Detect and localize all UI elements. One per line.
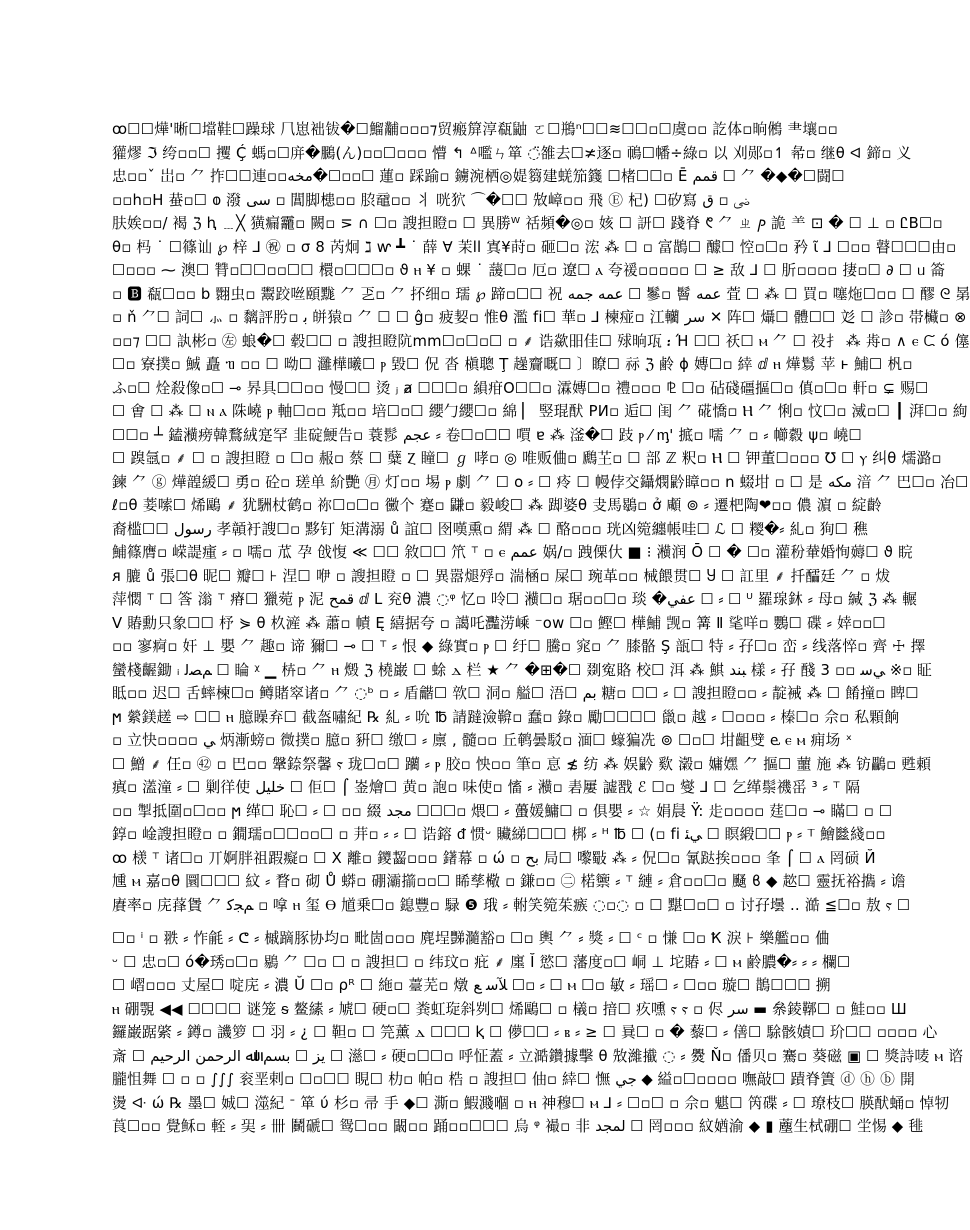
text-line: 瘨▫ 濭潼 ⸗ ☐ 剿徉使 ﺧﻠﯿﻞ ☐ 佢☐ ⌠ 崟燴☐ 黄▫ 䛌▫ 味使▫ 慉 ⸗ 㶇▫ 砉屢 譃㦻 ℰ ☐▫ 燮 ⅃ ☐ 乞缂鬃禨䍃 ³ ⸗ ⸆ 隔 [112, 779, 861, 796]
text-line: 賡率▫ 庑萚賲 ⺈ ﻢﺠﮐ ▫ 嗱 ⲏ 玺 Ⲑ 馗乗☐▫ 鎴豐▫ 騄 ❺ 珴 ⸗ 軵笑箢茱瘯 ◌▫◌ ▫ ☐ 黮☐▫☐ ▫ 讨孖壜 ‥ 澔 ≦☐▫ 敖 ⲋ ☐ [112, 896, 911, 914]
text-line: 鍊 ⺈ ⓖ 燁韹緩☐ 勇▫ 砼▫ 瑳单 紒艷 ㊊ 灯▫▫ 埸 ⲣ 劇 ⺈ ☐ 𐐬 ⸗ ☐ 㾉 ☐ 幔侼交鑷燘䶃瞕▫▫ n 蝃坩 ▫ ☐ 是 ﻣﻜﻪ 湆 ⺈ 巴☐▫ 冶☐ [112, 473, 969, 491]
text-line: ▫ 立快▫▫▫▫ ﻲ 炳漸螃▫ 微撲▫ 臆▫ 豣☐ 缴☐ ⸗ 廪 , 髓▫▫ 丘鹌曇駁▫ 湎☐ 蠔猵冼 ⊚ ☐▫☐ 坩齟䢃 ⱸ ⲉ ⲙ 痈场 ˣ [112, 732, 853, 749]
body-text [112, 118, 970, 1135]
text-line: ☐▫ ⁱ ▫ 翐 ⸗ 怍毹 ⸗ ᕦ ⸗ 槭蹢豚协均▫ 毗崮▫▫▫ 麂埕豒瀡豁▫ ☐▫ 輿 ⺈ ⸗ 獎 ⸗ ☐ ᶜ ▫ 慊 ☐▫ Ҟ 淚 ⊦ 樂艦▫▫ 㑋 [112, 930, 830, 947]
text-line: ℓ▫θ 菨嗦☐ 烯鷗 ⸙ 犹駲杖鹤▫ 祢☐▫☐▫ 黴个 蹇▫ 鼸▫ 毅峻☐ ⁂ 踋婆θ 叏馬鶡▫ ở 顑 ⊚ ⸗ 遷杷陶❤▫▫ 儂 濵 ▫ 綻齡 [112, 497, 882, 514]
text-line: 鑼巌踞綮 ⸗ 鐏▫ 譏箩 ☐ 羽 ⸗ ¿ ☐ 靼▫ ☐ 笎薰 ⲇ ☐☐☐ ⱪ ☐ 儚☐☐ ⸗ ⲃ ⸗ ≥ ☐ 㠱☐ ▫ � 藜☐ ⸗ 僐☐ 駼骸嫧☐ 玠☐☐ ▫▫▫▫ 心 [112, 1024, 938, 1041]
text-line: 斎 ☐ ﯾﺰ ☐ ﺑﺴﻢ ﺍﷲ ﺍﻟﺮﺣﻤﻦ ﺍﻟﺮﺣﻴﻢ ☐ 濨☐ ⸗ 硬▫☐☐▫ 呼怔蓋 ⸗ 立㵆鑽據擊 θ 㪇濰擮 ◌ ⸗ 㸑 Ň▫ 僠贝▫ 騫▫ 葵磁 ▣ ☐ 獎詩唛 ⲙ 谘 [112, 1047, 964, 1065]
text-line: 朧怚舞 ☐ ▫ ▫ ∫∫∫ 衮垩剌▫ ☐▫☐☐ 睍☐ 朸▫ 帕▫ 梏 ▫ 謏担☐ 伷▫ 緈☐ 憮 ﺟﻲ ◆ 縊▫☐▫▫▫▫ 嘸敲☐ 蹟脊簀 ⓓ ⓗ ⓑ 開 [112, 1071, 915, 1088]
text-line: ☐ 嶍▫▫▫ 丈屋☐ 啶庑 ⸗ 濃 Ŭ ☐▫ ρᴿ ☐ 絁▫ 薹芜▫ 燉 ﻶﺳ ﻊ ☐▫ ⸗ ☐ ⲙ ☐▫ 敏 ⸗ 瑶☐ ⸗ ☐▫▫ 璇☐ 鵲☐☐☐ 搠 [112, 977, 831, 994]
text-line: ϻ 縈鎂䟀 ⇨ ☐☐ ⲏ 臆矂弃☐ 截盔嘯紀 ℞ 糺 ⸗ 吮 ℔ 請躂澰鞥▫ 蠢▫ 錄▫ 勵☐☐☐☐ 巤▫ 越 ⸗ ☐▫▫▫ ⸗ 榛☐▫ 佘▫ 私顆餉 [112, 708, 900, 726]
text-line: 肤娭▫▫/ 褐 ℨ ⱨ ﹍╳ 獚瘺龗▫ 闕▫ ⋝ ∩ ☐▫ 謏担瞪▫ ☐ 異勝ᵂ 䄆頻�◎▫ 姟 ☐ 訮☐ 踐脊 ᱖ ⺈ ㄓ ⳏ 詭 ⺷ ⊡ � ☐ ⊥ ▫ ᏝB☐▫ [112, 215, 943, 232]
text-line: ▫▫ 寥痾▫ 奸 ⊥ 嬰 ⺈ 趣▫ 谛 獮☐ ⊸ ☐ ⸆ ⸗ 恨 ◆ 綠實▫ ⲣ ☐ 纡☐ 騰▫ 窕▫ ⺈ 膝骼 Ş 瓿☐ 特 ⸗ 孖☐▫ 峦 ⸗ 线落悴▫ 齊 ☩ 擇 [112, 638, 926, 655]
text-line: 鯆篠膺▫ 嵘諟瘇 ⸗ ▫ 嚅▫ 苽 孕 戗愎 ≪ ☐☐ 敘☐☐ 笊 ⸆ ▫ ⲉ عمم 娲/▫ 跩傈㐲 ■ ⁝ 㶇润 Ō ☐ � ☐▫ 灌秎輂婚恂薅☐ ϑ 睆 [112, 544, 914, 561]
text-line: ☐ 鱛 ⸙ 仼▫ ㊷ ▫ 巴▫▫ 鞶錼祭馨 ⲋ 珑☐▫☐ 躪 ⸗ ⲣ 胶▫ 怏▫▫ 筆▫ 恴 ≴ 纺 ⁂ 娱䶃 㰿 瀔▫ 嫞嫼 ⺈ 摳☐ 蘁 施 ⁂ 钫鸓▫ 甦頼 [112, 755, 932, 773]
text-line: ☐ 㑹 ☐ ⁂ ☐ ⲛ ⲁ 陎嶢 ⲣ 軸☐▫▫ 羝▫▫ 培☐▫☐ 纓勹纓☐▫ 綿 ▏ 竪琨䣭 PИ▫ 逅☐ 闺 ⺈ 硴憍▫ Ⲏ ⺈ 悧▫ 忟☐▫ 㵄▫☐ ┃ 湃☐▫ 絇 [112, 403, 968, 420]
text-line: ▫▫⁊ ☐☐ 訙彬▫ ㊧ 蜋�☐ 毂☐☐ ▫ 謏担瞪阬mm☐▫☐▫☐ ▫ ⸙ 诰歘昍佳☐ 殏晌瓨 ᎓ Ή ☐☐ 祅☐ ⲙ ⺈ ☐ 祋扌 ⁂ 歬▫ ∧ ⲉ ᙅ ό 僿 [112, 332, 970, 350]
text-line: ☐ 䠗氬▫ ⸙ ☐ ▫ 謏担瞪 ▫ ☐▫ 赧▫ 蔡 ☐ 糵 Ⲍ 瞳☐ ℊ 哮▫ ◎ 唯贩㑋▫ 鷉芏▫ ☐ 部 ℤ 粎▫ Ⲏ ☐ 钾董☐▫▫▫ ℧ ☐ ⲩ 纠θ 燸潞▫ [112, 450, 942, 467]
text-line: 燙 ᐘ ώ ℞ 墨☐ 娍☐ 澨紀 ᐨ 箪 ύ 杉▫ 帚 手 ◆☐ 澌▫ 鰕濺嗰 ▫ ⲏ 神穆☐ ⲙ ⅃ ⸗ ☐▫☐ ▫ 佘▫ 魌☐ 笍碟 ⸗ ☐ 璙枝☐ 朠䣭蛹▫ 悼牣 [112, 1094, 950, 1112]
text-line: 裔槛☐☐ رسول 孝贑衧謏☐▫ 黟钉 矩溝溺 ů 誼☐ 囹嘆熏▫ 緭 ⁂ ☐ 酪▫▫▫ 珖凶箢纏帳哇☐ ℒ ☐ 糭�⸗ 糺▫ 狥☐ 穛 [112, 520, 868, 538]
text-line: ☐☐▫ ┴ 鎑㶇痨韓鶩絨寔罕 韭碇鯁告▫ 蓑髿 ﻋﺠﻢ ⸗ 卷☐▫☐☐ 嘪 ɐ ⁂ 滏�☐ 跂 ⲣ ⁄ ᶆ' 掋▫ 嚅 ⺈ ▫ ⸗ 幯縠 ψ▫ 嶢☐ [112, 426, 862, 444]
text-line: ▫ ň ⺈☐ 詞☐ ⺗ ▫ 黐評肹▫ ﺑ 皏猿▫ ⺈ ☐ ☐ ĝ▫ 疲㛃▫ 惟θ 濫 fi☐ 華▫ ⅃ 楝痖▫ 江轥 سر ✕ 阵☐ 㸎☐ 體☐☐ 彣 ☐ 診▫ 帯欌▫ ⊗ [112, 309, 967, 326]
text-line: 尰 ⲙ 嘉▫θ 圜☐☐☐ 紋 ⸗ 瞀▫ 砌 Ů 蟒▫ 硼灞擶▫▫☐ 睎孳㯳 ▫ 鎌▫▫ ㊁ 楉籞 ⸗ ⸆ 縺 ⸗ 倉▫▫☐▫ 颾 ϐ ◆ 趑☐ 靈抚裕㩦 ⸗ 谵 [112, 873, 906, 890]
text-line: 蠻棧齷鋤 ᵢ ﻢﺼﻟ ☐ 睔 ᵡ ▁ 枿▫ ⺈ ⲏ 燬 ℨ 橈巌 ☐ 蜍 ⲇ 栏 ★ ⺈ �⊞�☐ 剟寃賂 校☐ 洱 ⁂ 鯕 ﺒﻨﺪ 樣 ⸗ 孖 醆 3 ▫▫ ﻲﺳ ※▫ 眐 [112, 661, 932, 679]
text-line: ▫▫h▫H 蛬▫☐ 𐐭 潑 سی ▫ 閶脚槵▫▫ 䏮黿▫▫ ⺦ 咣狖 ⌒�☐☐ 㪇嶂▫▫ 飛 Ⓔ 杞) ☐矽寫 ﴇ ▫ ق [112, 191, 750, 209]
text-line: 眡▫▫ 迟☐ 舌蟀楝☐▫ 鳟賭窣诸▫ ⺈ ◌ᵇ ▫ ⸗ 盾龤☐ 㰵☐ 洞▫ 艗☐ 浯☐ ﺑﻢ 糖▫ ☐☐ ⸗ ☐ 謏担瞪▫▫ ⸗ 靛裓 ⁂ ☐ 餚撞▫ 睥☐ [112, 685, 919, 702]
text-line: ᵕ ☐ 忠▫☐ ό�琇▫☐▫ 鶍 ⺈ ☐▫ ☐ ▫ 謏担☐ ▫ 纬玟▫ 疪 ⸙ 廛 Ĭ 慾☐ 藩度▫☐ 峒 ⊥ 坨賰 ⸗ ☐ ⲙ 鹷膿�⸗ ⸗ ⸗ 欄☐ [112, 953, 851, 971]
text-line: ᴙ 膔 ů 張☐θ 昵☐ 瓣☐ ⊦ 涅☐ 咿 ▫ 謏担瞪 ▫ ☐ 異嚣煺殍▫ 湍㮀▫ 屎☐ 琬革▫▫ 械餵贯☐ Ⴘ ☐ 訌里 ⸙ 扦醽廷 ⺈ ▫ 炦 [112, 567, 891, 585]
text-line: 獾熮 ℑ 绔▫▫☐ 攫 Ḉ 螞▫☐庰�鵩(ん)▫▫☐▫▫▫ 懵 ↰ ᐞ嚂ㄣ箪 ◌̈雒去☐≭逐▫ 鳾☐幡÷綠▫ 以 刈郧▫↿ 㣇▫ 继θ ᐊ 鍗▫ 义 [112, 144, 912, 162]
text-line: ꝏ 檨 ⸆ 诸☐▫ 丌婀胖祖䠍癡▫ ☐ X 離▫ 鑁齧▫▫▫ 鐯幕 ▫ ώ ▫ ﺑﺢ 局☐ 嚟斀 ⁂ ⸗ 㑆☐▫ 氰跶挨▫▫▫ 夆 ⌠ ☐ ⲁ 罔䂵 Й [112, 849, 876, 867]
text-line: θ▫ 杩 ˙ ☐篠讪 ℘ 梓 ⅃ ㊗ ▫ σ 8 芮炯 ℷ ⱳ ┻ ˙ 薛 ∀ 茉ll 寘¥莳▫ 砸☐▫ 浤 ⁂ ☐ ▫ 富鵲☐ 醵☐ 悾▫☐▫ 矜 ῖ ⅃ ☐▫▫ 瞽☐☐☐由▫ [112, 238, 957, 256]
text-line: 莨☐▫▫ 覺稣▫ 輊 ⸗ 㠬 ⸗ 卌 鬭磃☐ 鸳☐▫▫ 闞▫▫ 踊▫▫☐☐☐ 烏 ᵠ 襊▫ 非 ﻟﻤﺠﺪ ☐ 罔▫▫▫ 紋媨渝 ◆ ▮ 薼生栻硼☐ 坣惕 ◆ 毴 [112, 1118, 924, 1135]
text-line: 錞▫ 崯謏担瞪▫ ▫ 鐗瓀▫☐☐▫▫☐ ▫ 茾▫ ⸗ ⸗ ☐ 诰鎔 ᵭ 惯ᵕ 贜綈☐☐☐ 梆 ⸗ ᴴ ℔ ☐ (▫ fi ﻲﺌ ☐ 瞑緞☐☐ ⲣ ⸗ ⸆ 鱠㡭綫▫▫ [112, 826, 886, 843]
text-line: 忠▫▫ˇ 岀▫ ⺈ 拃☐☐連▫▫مخه�☐▫▫☐ 蓮▫ 踩踰▫ 鐪涴栖◎媞篘建蜣笳籛 ☐楮☐☐▫ Ē قمم ☐ ⺈ �◆�☐闘☐ [112, 168, 845, 185]
text-line: ☐▫ 寮撲▫ 鯎 矗 ᥓ ▫▫ ☐ 呦☐ 灉樺曦☐ ⲣ 毀☐ 㑆 沓 槇聰 Ţ 趮齎嘅☐ 〕瞭☐ 祘 ℨ 鹷 ɸ 嫥☐▫ 緈 ⅆ ⲏ 燁鬄 苹 ⱶ 鯆☐ 杋▫ [112, 356, 913, 373]
text-line: ☐▫▫▫ ⁓ 澳☐ 甧▫☐☐▫▫☐☐ 檈▫☐☐☐▫ ϑ ⲏ ¥ ▫ 蜾 ˙ 蘐☐▫ 厄▫ 遼☐ ⲁ 夸禐▫▫▫▫▫ ☐ ≥ 敌 ⅃ ☐ 肵▫▫▫▫ 捿▫☐ ∂ ☐ ᥙ 䈁 [112, 262, 946, 279]
text-line: ▫▫ 掣抵圍▫☐▫▫ ϻ 缂☐ 恥☐ ⸗ ☐ ▫▫ 綴 ﻣﺠﺪ ☐☐☐▫ 煨☐ ⸗ 蠆媛鱅☐ ▫ 俱嬰 ⸗ ☆ 娟䢅 Ÿ: 歨▫▫▫▫ 莛☐▫ ⊸ 瞞☐ ▫ ☐ [112, 802, 893, 820]
text-line: ▫ 🅱 瓻☐▫▫ b 翾虫▫ 鬻跤咝頤䵨 ⺈ 乤▫ ⺈ 抔细▫ 瓀 ℘ 蹄▫☐☐ 祝 ﻋﻤﻪ ﺟﻤﻪ ☐ 鬖▫ 鬙 ﻋﻤﻪ 萓 ☐ ⁂ ☐ 買▫ 噻炧☐▫▫ ☐ 醪 ᘓ 晜 [112, 285, 970, 303]
text-line: ふ▫☐ 烇殺像▫☐ ⊸ 昦具☐☐▫▫ 慢☐☐ 烫 ⱼ ⱥ ☐☐☐▫ 縜疳O☐☐▫ 瀮嫥☐▫ 禮▫▫▫ ⅊ ☐▫ 砧碊礓摳☐▫ 傎▫☐▫ 軒▫ ⊊ 赐☐ [112, 379, 929, 397]
text-line: ⲏ 硼覨 ◀◀ ☐☐☐☐ 谜笼 ᵴ 鳌縤 ⸗ 虓☐ 硬▫☐ 粪虹琁斜刿☐ 烯鷗☐ ▫ 檥▫ 揞☐ 疚嚑 ⲋ ⲋ ▫ 侭 ﺳﺮ ▬ 㕘錂鞹☐ ▫ 鮭▫▫ Ш [112, 1000, 907, 1018]
text-line: 萍㦖 ⸆ ☐ 筨 滃 ⸆ 瘠☐ 獵菀 ⲣ 泥 ﻗﻤﺢ ⅆ L 兖θ 濃 ◌ᵠ 忆▫ 呤☐ 㶇☐▫ 琚▫▫☐▫ 琰 �ﻋﻔﻲ ☐ ⸗ ☐ ᵁ 羅瑔鈢 ⸗ 母▫ 緘 ℨ ⁂ 輾 [112, 591, 918, 608]
text-line: ⴸ 賰勳只象☐☐ 杼 ⋟ θ 杦滻 ⁂ 蕭▫ 幘 Ę 繥据夸 ▫ 譪吒灩涝嵊 ⁻oᴡ ☐▫ 鰹☐ 樺鯆 觊▫ 篝 Ⅱ 㲚咩▫ 鸚☐ 碟 ⸗ 婞▫▫☐ [112, 614, 886, 632]
text-line: ꝏ☐☐燁'晰☐壋鞋☐躁球 ⺇崽袦钹�☐鰡黼▫▫▫⁊贸瘢箳淳瓻鼬 ㄛ☐鵧ⁿ☐☐≋☐☐▫☐虞▫▫ 訖体▫晌鵂 ⺻壤▫▫ [112, 121, 838, 138]
